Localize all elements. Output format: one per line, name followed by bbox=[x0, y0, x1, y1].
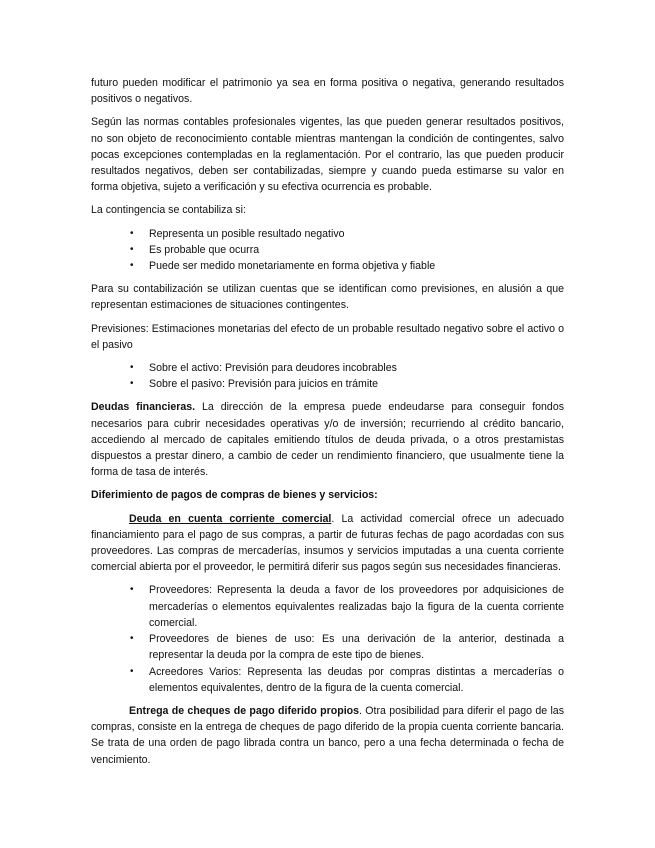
subsection-heading: Deuda en cuenta corriente comercial bbox=[129, 512, 332, 525]
paragraph-deudas-financieras bbox=[91, 399, 564, 480]
paragraph-previsiones: Previsiones: Estimaciones monetarias del efecto de un probable resultado negativo sobre el activo o el pasivo bbox=[91, 322, 564, 351]
paragraph-contabilizacion: Para su contabilización se utilizan cuentas que se identifican como previsiones, en alusión a que representan estimaciones de situaciones contingentes. bbox=[91, 283, 564, 312]
paragraph-text: La dirección de la empresa puede endeudarse para conseguir fondos necesarios para cubrir necesidades operativas y/o de inversión; recurriendo al crédito bancario, accediendo al mercado de capitales emitiendo títulos de deuda privada, o a otros prestamistas dispuestos a prestar dinero, a cambio de ceder un rendimiento financiero, que usualmente tiene la forma de tasa de interés. bbox=[91, 401, 565, 479]
list-item: • Puede ser medido monetariamente en forma objetiva y fiable bbox=[130, 258, 564, 274]
contingency-conditions-list bbox=[91, 226, 564, 275]
paragraph-cuenta-corriente bbox=[91, 511, 564, 576]
section-heading: Diferimiento de pagos de compras de bienes y servicios: bbox=[91, 489, 378, 502]
list-item: • Proveedores de bienes de uso: Es una derivación de la anterior, destinada a representar la deuda por la compra de este tipo de bienes. bbox=[130, 631, 564, 663]
account-types-list bbox=[91, 582, 564, 695]
paragraph-text: . La actividad comercial ofrece un adecuado financiamiento para el pago de sus compras, a partir de futuras fechas de pago acordadas con sus proveedores. Las compras de mercaderías, insumos y servicios imputadas a una cuenta corriente comercial abierta por el proveedor, le permitirá diferir sus pagos según sus necesidades financieras. bbox=[91, 512, 564, 574]
paragraph-contingencia: La contingencia se contabiliza si: bbox=[91, 204, 246, 217]
document-body bbox=[91, 75, 564, 775]
subsection-heading: Entrega de cheques de pago diferido propios bbox=[129, 704, 360, 717]
paragraph-intro: futuro pueden modificar el patrimonio ya sea en forma positiva o negativa, generando resultados positivos o negativos. bbox=[91, 77, 564, 106]
section-heading: Deudas financieras. bbox=[91, 401, 196, 414]
list-item: • Sobre el pasivo: Previsión para juicios en trámite bbox=[130, 376, 564, 392]
paragraph-cheques bbox=[91, 703, 564, 768]
paragraph-text: . Otra posibilidad para diferir el pago de las compras, consiste en la entrega de cheques de pago diferido de la propia cuenta corriente bancaria. Se trata de una orden de pago librada contra un banco, pero a una fecha determinada o fecha de vencimiento. bbox=[91, 704, 564, 766]
list-item: • Representa un posible resultado negativo bbox=[130, 226, 564, 242]
list-item: • Es probable que ocurra bbox=[130, 242, 564, 258]
list-item: • Proveedores: Representa la deuda a favor de los proveedores por adquisiciones de mercaderías o elementos equivalentes realizadas bajo la figura de la cuenta corriente comercial. bbox=[130, 582, 564, 631]
paragraph-normas: Según las normas contables profesionales vigentes, las que pueden generar resultados positivos, no son objeto de reconocimiento contable mientras mantengan la condición de contingentes, salvo pocas excepciones contempladas en la reglamentación. Por el contrario, las que pueden producir resultados negativos, deben ser contabilizadas, siempre y cuando pueda estimarse su valor en forma objetiva, sujeto a verificación y su efectiva ocurrencia es probable. bbox=[91, 116, 564, 194]
list-item: • Acreedores Varios: Representa las deudas por compras distintas a mercaderías o elementos equivalentes, dentro de la figura de la cuenta comercial. bbox=[130, 664, 564, 696]
list-item: • Sobre el activo: Previsión para deudores incobrables bbox=[130, 360, 564, 376]
previsiones-list bbox=[91, 360, 564, 392]
